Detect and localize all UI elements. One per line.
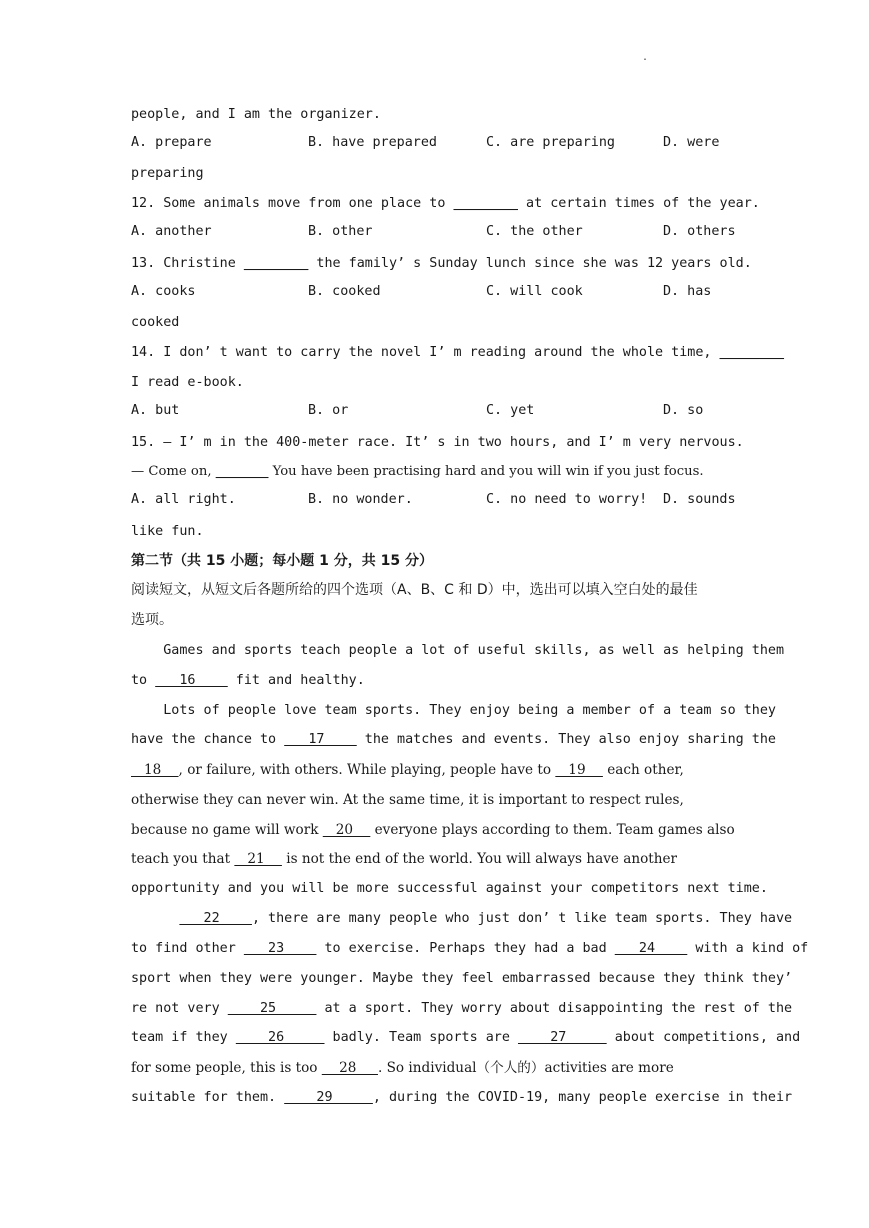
- passage-line: 18 , or failure, with others. While playing, people have to 19 each other,: [131, 762, 684, 778]
- q12-option-d: D. others: [663, 224, 736, 239]
- passage-line: otherwise they can never win. At the same time, it is important to respect rules,: [131, 792, 684, 808]
- header-mark: .: [642, 52, 649, 63]
- q12-option-b: B. other: [308, 224, 373, 239]
- blank-18: 18: [131, 762, 179, 778]
- passage-line: sport when they were younger. Maybe they feel embarrassed because they think they’: [131, 971, 793, 986]
- blank-20: 20: [322, 822, 371, 838]
- q11-option-b: B. have prepared: [308, 135, 437, 150]
- q15-option-a: A. all right.: [131, 492, 236, 507]
- passage-line: teach you that 21 is not the end of the world. You will always have another: [131, 851, 678, 867]
- passage-line: for some people, this is too 28 . So individual（个人的）activities are more: [131, 1060, 674, 1076]
- blank-19: 19: [555, 762, 603, 778]
- passage-line: suitable for them. 29 , during the COVID-19, many people exercise in their: [131, 1088, 741, 1108]
- blank-17: 17: [284, 732, 357, 747]
- passage-line: team if they 26 badly. Team sports are 27 about competitions, and: [131, 1028, 741, 1048]
- blank-25: 25: [227, 1001, 317, 1016]
- passage-line: have the chance to 17 the matches and events. They also enjoy sharing the: [131, 730, 741, 750]
- section-instruction-line1: 阅读短文，从短文后各题所给的四个选项（A、B、C 和 D）中，选出可以填入空白处的最佳: [131, 582, 698, 598]
- section-heading: 第二节（共 15 小题；每小题 1 分，共 15 分）: [131, 553, 433, 569]
- blank-21: 21: [234, 851, 282, 867]
- q11-option-a: A. prepare: [131, 135, 212, 150]
- blank-22: 22: [179, 911, 252, 926]
- q13-option-d: D. has: [663, 284, 712, 299]
- q11-option-c: C. are preparing: [486, 135, 615, 150]
- blank-24: 24: [614, 941, 688, 956]
- q13-blank: ________: [243, 256, 309, 271]
- q13-option-c: C. will cook: [486, 284, 583, 299]
- q11-option-d: D. were: [663, 135, 720, 150]
- q14-option-a: A. but: [131, 403, 180, 418]
- q15-option-b: B. no wonder.: [308, 492, 413, 507]
- q13-option-d-wrap: cooked: [131, 315, 180, 330]
- passage-line: 22 , there are many people who just don’ t like team sports. They have: [131, 909, 741, 929]
- q11-option-d-wrap: preparing: [131, 166, 204, 181]
- blank-28: 28: [321, 1060, 378, 1076]
- passage-line: because no game will work 20 everyone plays according to them. Team games also: [131, 822, 735, 838]
- q14-stem: 14. I don’ t want to carry the novel I’ m reading around the whole time, ________: [131, 343, 741, 363]
- q13-option-b: B. cooked: [308, 284, 381, 299]
- q11-stem-tail: people, and I am the organizer.: [131, 107, 381, 122]
- blank-27: 27: [517, 1030, 607, 1045]
- q12-blank: ________: [453, 196, 518, 211]
- q13-option-a: A. cooks: [131, 284, 196, 299]
- blank-29: 29: [284, 1090, 373, 1105]
- passage-line: Lots of people love team sports. They enjoy being a member of a team so they: [131, 703, 776, 718]
- q15-option-c: C. no need to worry!: [486, 492, 648, 507]
- q15-stem-line1: 15. — I’ m in the 400-meter race. It’ s in two hours, and I’ m very nervous.: [131, 435, 744, 450]
- q12-stem: 12. Some animals move from one place to ________ at certain times of the year.: [131, 194, 741, 214]
- blank-16: 16: [155, 673, 228, 688]
- q12-option-c: C. the other: [486, 224, 583, 239]
- blank-23: 23: [243, 941, 317, 956]
- q14-stem-line2: I read e-book.: [131, 375, 244, 390]
- q15-option-d: D. sounds: [663, 492, 736, 507]
- q15-option-d-wrap: like fun.: [131, 524, 204, 539]
- blank-26: 26: [235, 1030, 325, 1045]
- passage-line: to find other 23 to exercise. Perhaps they had a bad 24 with a kind of: [131, 939, 741, 959]
- q12-option-a: A. another: [131, 224, 212, 239]
- passage-line: Games and sports teach people a lot of useful skills, as well as helping them: [131, 643, 785, 658]
- q14-option-c: C. yet: [486, 403, 535, 418]
- q14-option-d: D. so: [663, 403, 704, 418]
- q14-option-b: B. or: [308, 403, 349, 418]
- q13-stem: 13. Christine ________ the family’ s Sunday lunch since she was 12 years old.: [131, 254, 741, 274]
- passage-line: to 16 fit and healthy.: [131, 671, 741, 691]
- q15-blank: ________: [215, 464, 269, 479]
- q14-blank: ________: [719, 345, 785, 360]
- passage-line: re not very 25 at a sport. They worry about disappointing the rest of the: [131, 999, 741, 1019]
- section-instruction-line2: 选项。: [131, 612, 173, 628]
- q15-stem-line2: — Come on, ________ You have been practising hard and you will win if you just focus.: [131, 462, 741, 482]
- passage-line: opportunity and you will be more successful against your competitors next time.: [131, 881, 768, 896]
